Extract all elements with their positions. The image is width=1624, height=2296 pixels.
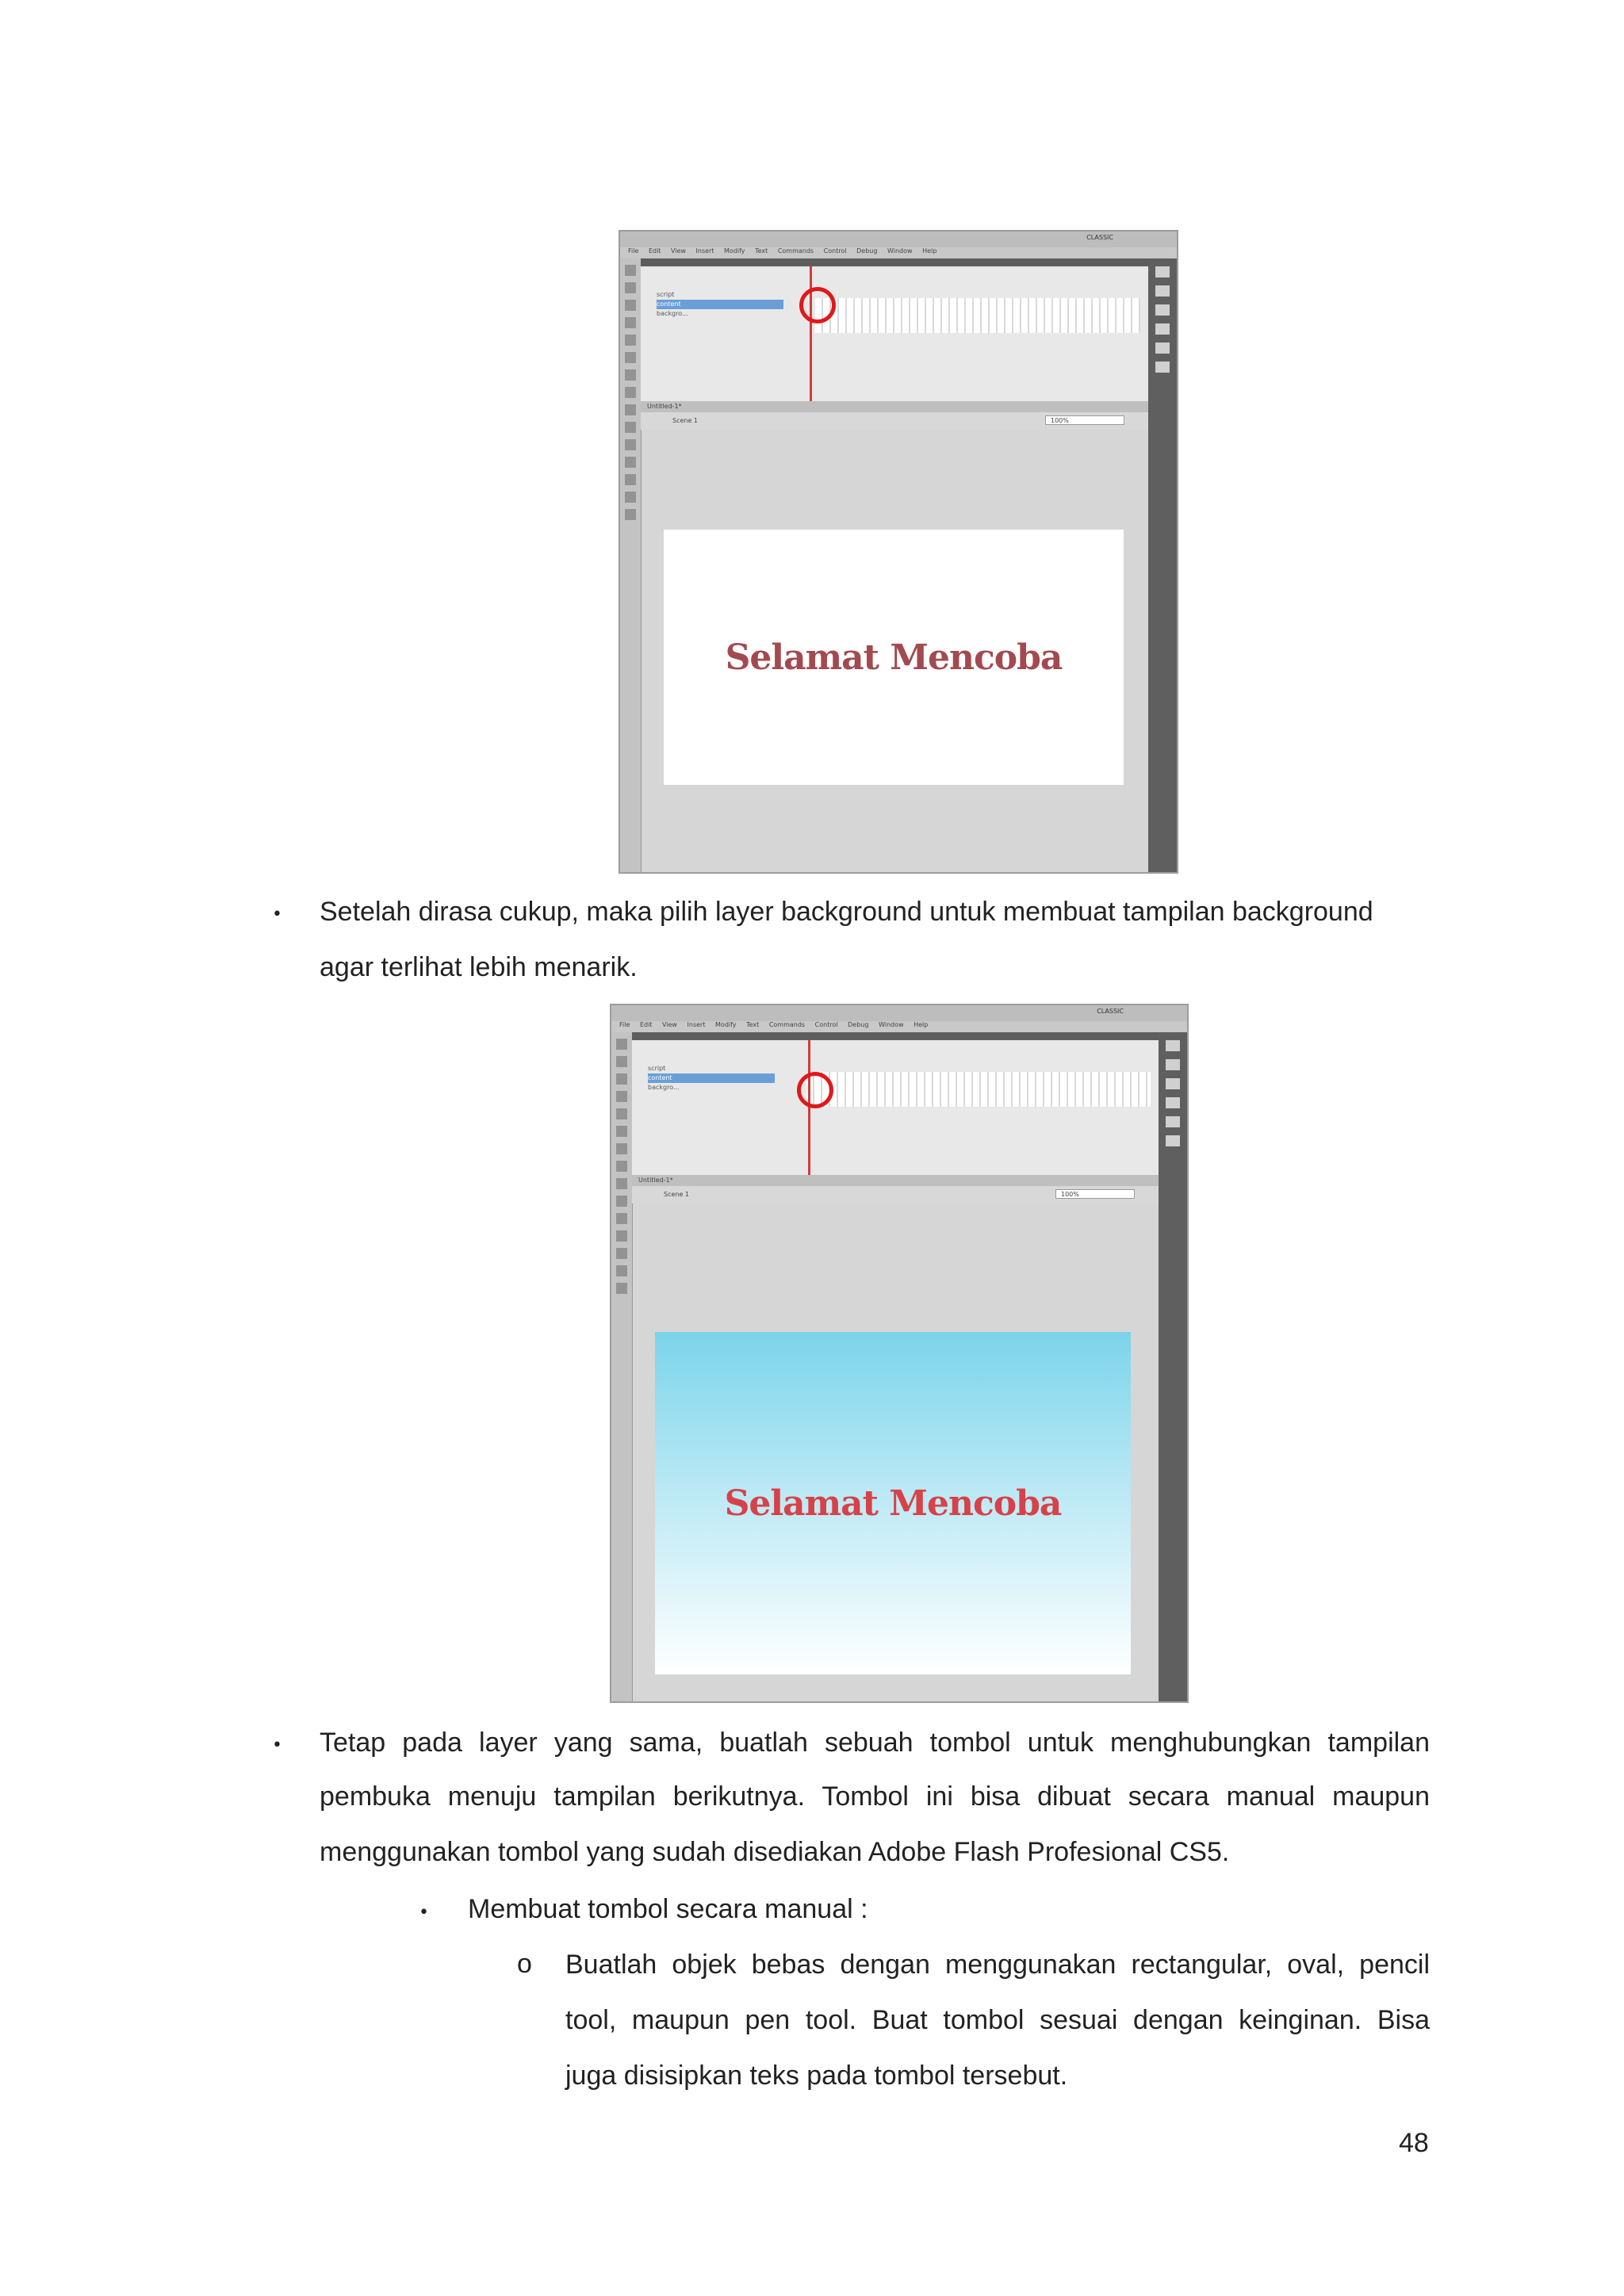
line-tool-icon <box>616 1143 627 1154</box>
paragraph-line: Setelah dirasa cukup, maka pilih layer background untuk membuat tampilan background <box>320 897 1373 927</box>
tools-panel <box>620 258 642 872</box>
layer-row <box>657 309 783 319</box>
frame-grid <box>806 1072 1151 1107</box>
rectangle-tool-icon <box>616 1161 627 1172</box>
panel-icon <box>1155 285 1170 297</box>
menu-item: Text <box>755 247 768 254</box>
menu-item: Insert <box>687 1021 706 1028</box>
menu-item: Debug <box>856 247 878 254</box>
panel-tabs <box>632 1032 1159 1040</box>
panel-icon <box>1166 1040 1180 1051</box>
paragraph-line: Buatlah objek bebas dengan menggunakan rectangular, oval, pencil <box>565 1950 1430 1980</box>
highlight-circle <box>797 1072 833 1108</box>
menu-bar <box>620 247 1177 258</box>
sub-bullet-marker: • <box>419 1903 429 1923</box>
scene-bar <box>641 412 1148 430</box>
hand-tool-icon <box>625 492 636 503</box>
menu-item: Commands <box>768 1021 806 1028</box>
tools-panel <box>611 1032 633 1701</box>
panel-icon <box>1166 1078 1180 1089</box>
scene-label: Scene 1 <box>672 417 699 424</box>
paragraph-line: agar terlihat lebih menarik. <box>320 952 638 982</box>
pen-tool-icon <box>616 1108 627 1119</box>
menu-item: File <box>628 247 639 254</box>
scene-label: Scene 1 <box>664 1191 690 1198</box>
panel-icon <box>1155 362 1170 373</box>
stage <box>664 530 1124 785</box>
layer-name: content <box>657 300 681 308</box>
bullet-marker: • <box>272 905 282 924</box>
menu-item: Debug <box>848 1021 869 1028</box>
bullet-marker: • <box>272 1735 282 1755</box>
menu-item: View <box>661 1021 677 1028</box>
layer-row <box>657 290 783 300</box>
zoom-tool-icon <box>616 1283 627 1294</box>
menu-item: Commands <box>777 247 814 254</box>
paragraph-line: menggunakan tombol yang sudah disediakan Adobe Flash Profesional CS5. <box>320 1837 1230 1867</box>
text-tool-icon <box>616 1126 627 1137</box>
panel-icon <box>1166 1116 1180 1127</box>
flash-screenshot-1 <box>619 230 1178 874</box>
menu-item: Edit <box>648 247 661 254</box>
panel-icon <box>1166 1059 1180 1070</box>
panel-icon <box>1155 342 1170 354</box>
app-titlebar <box>620 232 1177 247</box>
playhead <box>810 266 812 401</box>
subselect-tool-icon <box>616 1056 627 1067</box>
selection-tool-icon <box>625 265 636 276</box>
layer-row <box>648 1083 775 1093</box>
paragraph-line: Tetap pada layer yang sama, buatlah sebuah tombol untuk menghubungkan tampilan <box>320 1728 1430 1758</box>
menu-item: Modify <box>715 1021 737 1028</box>
page-number: 48 <box>1399 2128 1429 2158</box>
panel-icon <box>1155 266 1170 277</box>
menu-item: Window <box>878 1021 904 1028</box>
transform-tool-icon <box>616 1073 627 1085</box>
layer-row <box>648 1064 775 1073</box>
frame-grid <box>815 298 1140 333</box>
eraser-tool-icon <box>625 474 636 485</box>
layer-row-selected <box>648 1073 775 1083</box>
menu-item: File <box>619 1021 630 1028</box>
scene-bar <box>632 1186 1159 1203</box>
rectangle-tool-icon <box>625 387 636 398</box>
document-tab: Untitled-1* <box>632 1175 1159 1186</box>
workspace-switcher: CLASSIC <box>1086 234 1113 241</box>
timeline-panel <box>632 1040 1159 1175</box>
eraser-tool-icon <box>616 1248 627 1259</box>
menu-item: Window <box>887 247 913 254</box>
lasso-tool-icon <box>625 317 636 328</box>
pencil-tool-icon <box>625 404 636 415</box>
menu-item: Insert <box>695 247 714 254</box>
layer-row-selected <box>657 300 783 309</box>
layer-name: script <box>657 291 675 298</box>
bucket-tool-icon <box>616 1213 627 1224</box>
eyedropper-tool-icon <box>625 457 636 468</box>
line-tool-icon <box>625 369 636 381</box>
panel-icon <box>1155 323 1170 335</box>
panel-icon <box>1166 1135 1180 1146</box>
menu-item: Text <box>746 1021 760 1028</box>
timeline-panel <box>641 266 1148 401</box>
flash-screenshot-2 <box>610 1004 1189 1703</box>
paragraph-line: tool, maupun pen tool. Buat tombol sesuai dengan keinginan. Bisa <box>565 2005 1430 2035</box>
text-tool-icon <box>625 352 636 363</box>
panel-tabs <box>641 258 1148 266</box>
lasso-tool-icon <box>616 1091 627 1102</box>
stage-text: Selamat Mencoba <box>725 637 1063 678</box>
zoom-select: 100% <box>1055 1189 1135 1199</box>
brush-tool-icon <box>616 1196 627 1207</box>
paragraph-line: pembuka menuju tampilan berikutnya. Tombol ini bisa dibuat secara manual maupun <box>320 1781 1430 1812</box>
menu-item: Control <box>823 247 847 254</box>
pen-tool-icon <box>625 335 636 346</box>
layer-name: script <box>648 1065 666 1072</box>
eyedropper-tool-icon <box>616 1230 627 1242</box>
layer-name: content <box>648 1074 672 1081</box>
menu-item: Modify <box>724 247 745 254</box>
pencil-tool-icon <box>616 1178 627 1189</box>
menu-item: View <box>670 247 686 254</box>
menu-item: Help <box>922 247 937 254</box>
menu-bar <box>611 1021 1187 1032</box>
zoom-select: 100% <box>1045 415 1124 425</box>
layer-name: backgro... <box>657 310 688 317</box>
right-panel-strip <box>1148 258 1177 872</box>
menu-item: Edit <box>639 1021 653 1028</box>
circle-bullet-marker: o <box>517 1949 532 1979</box>
menu-item: Help <box>914 1021 929 1028</box>
transform-tool-icon <box>625 300 636 311</box>
document-tab: Untitled-1* <box>641 401 1148 412</box>
workspace-switcher: CLASSIC <box>1097 1008 1124 1015</box>
selection-tool-icon <box>616 1039 627 1050</box>
layer-name: backgro... <box>648 1084 680 1091</box>
right-panel-strip <box>1159 1032 1187 1701</box>
panel-icon <box>1155 304 1170 316</box>
sub-bullet-text: Membuat tombol secara manual : <box>468 1894 868 1924</box>
bucket-tool-icon <box>625 439 636 450</box>
brush-tool-icon <box>625 422 636 433</box>
highlight-circle <box>799 287 836 323</box>
stage <box>655 1332 1131 1674</box>
zoom-tool-icon <box>625 509 636 520</box>
paragraph-line: juga disisipkan teks pada tombol tersebut. <box>565 2061 1068 2091</box>
subselect-tool-icon <box>625 282 636 293</box>
stage-text: Selamat Mencoba <box>724 1483 1062 1524</box>
hand-tool-icon <box>616 1265 627 1276</box>
app-titlebar <box>611 1005 1187 1021</box>
menu-item: Control <box>814 1021 838 1028</box>
panel-icon <box>1166 1097 1180 1108</box>
